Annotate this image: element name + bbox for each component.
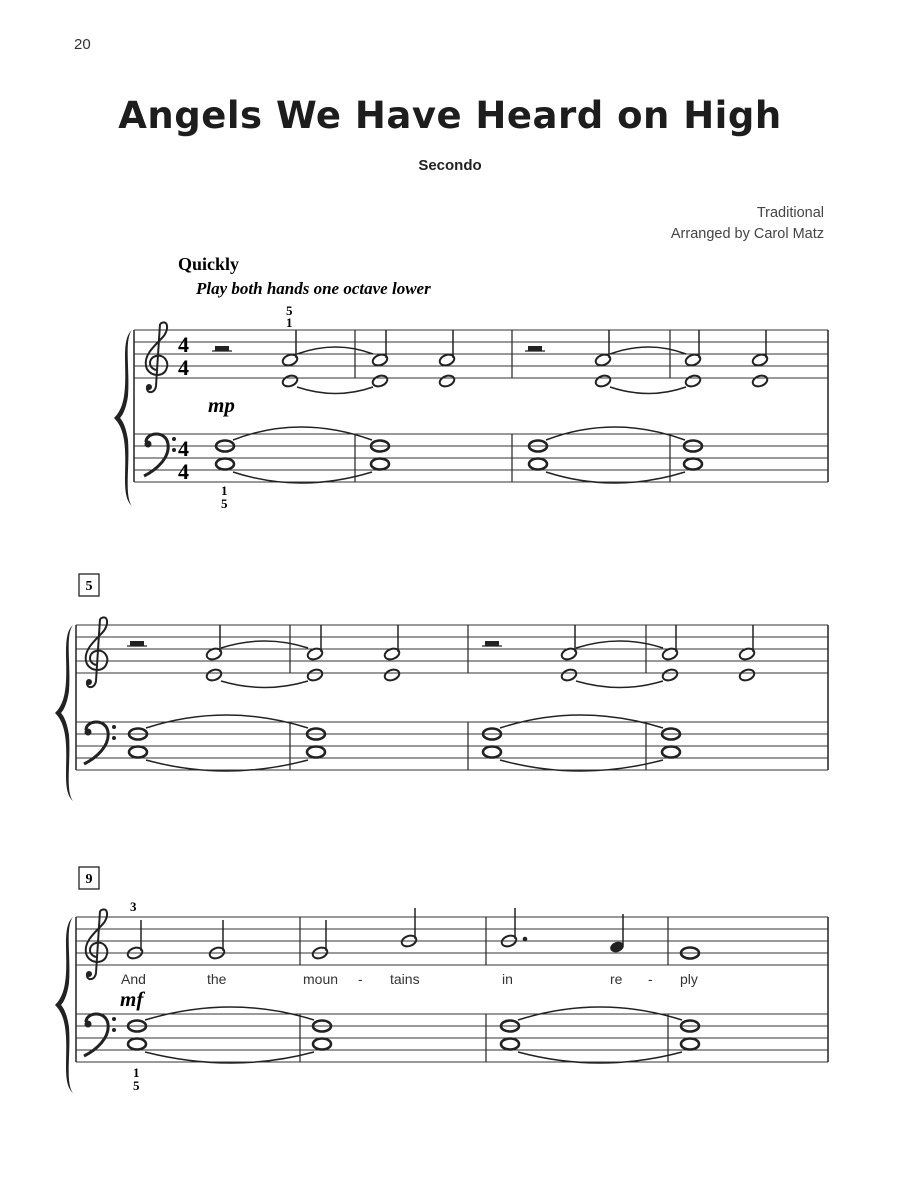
performance-instruction: Play both hands one octave lower	[196, 279, 431, 298]
time-signature-bottom: 4	[178, 355, 189, 380]
half-rest-icon	[482, 641, 502, 646]
measure-number: 9	[85, 872, 93, 887]
measure-number: 5	[85, 579, 93, 594]
lyric-syllable: tains	[390, 971, 420, 987]
lyric-syllable: in	[502, 971, 513, 987]
tempo-marking: Quickly	[178, 254, 240, 274]
brace-icon	[55, 917, 73, 1093]
composer-credit: Traditional	[756, 205, 824, 221]
fingering-number: 5	[286, 303, 293, 318]
system-3	[55, 867, 828, 1093]
page-number: 20	[74, 36, 91, 53]
lyrics	[121, 971, 698, 987]
part-subtitle: Secondo	[418, 157, 482, 174]
bass-notes	[128, 1007, 699, 1063]
bass-notes	[216, 427, 702, 483]
half-rest-icon	[525, 346, 545, 351]
fingering-number: 5	[221, 496, 228, 511]
arranger-credit: Arranged by Carol Matz	[670, 226, 824, 242]
lyric-syllable: the	[207, 971, 227, 987]
half-rest-icon	[212, 346, 232, 351]
fingering-number: 5	[133, 1078, 140, 1093]
treble-clef-icon	[86, 909, 108, 979]
lyric-syllable: -	[648, 971, 653, 987]
fingering-number: 1	[286, 315, 293, 330]
treble-notes	[126, 908, 699, 960]
time-signature-top: 4	[178, 332, 189, 357]
time-signature-top: 4	[178, 436, 189, 461]
dynamic-marking: mf	[120, 987, 144, 1011]
lyric-syllable: -	[358, 971, 363, 987]
fingering-number: 1	[221, 483, 228, 498]
system-1	[114, 254, 828, 511]
brace-icon	[114, 330, 132, 506]
brace-icon	[55, 625, 73, 801]
half-rest-icon	[127, 641, 147, 646]
time-signature-bottom: 4	[178, 459, 189, 484]
lyric-syllable: And	[121, 971, 146, 987]
system-2	[55, 574, 828, 801]
fingering-number: 1	[133, 1065, 140, 1080]
lyric-syllable: moun	[303, 971, 339, 987]
lyric-syllable: ply	[680, 971, 698, 987]
treble-notes	[205, 625, 756, 688]
page-title: Angels We Have Heard on High	[118, 94, 782, 137]
fingering-number: 3	[130, 899, 137, 914]
lyric-syllable: re	[610, 971, 623, 987]
treble-clef-icon	[86, 617, 108, 687]
bass-notes	[129, 715, 680, 771]
dynamic-marking: mp	[208, 393, 235, 417]
treble-clef-icon	[146, 322, 168, 392]
